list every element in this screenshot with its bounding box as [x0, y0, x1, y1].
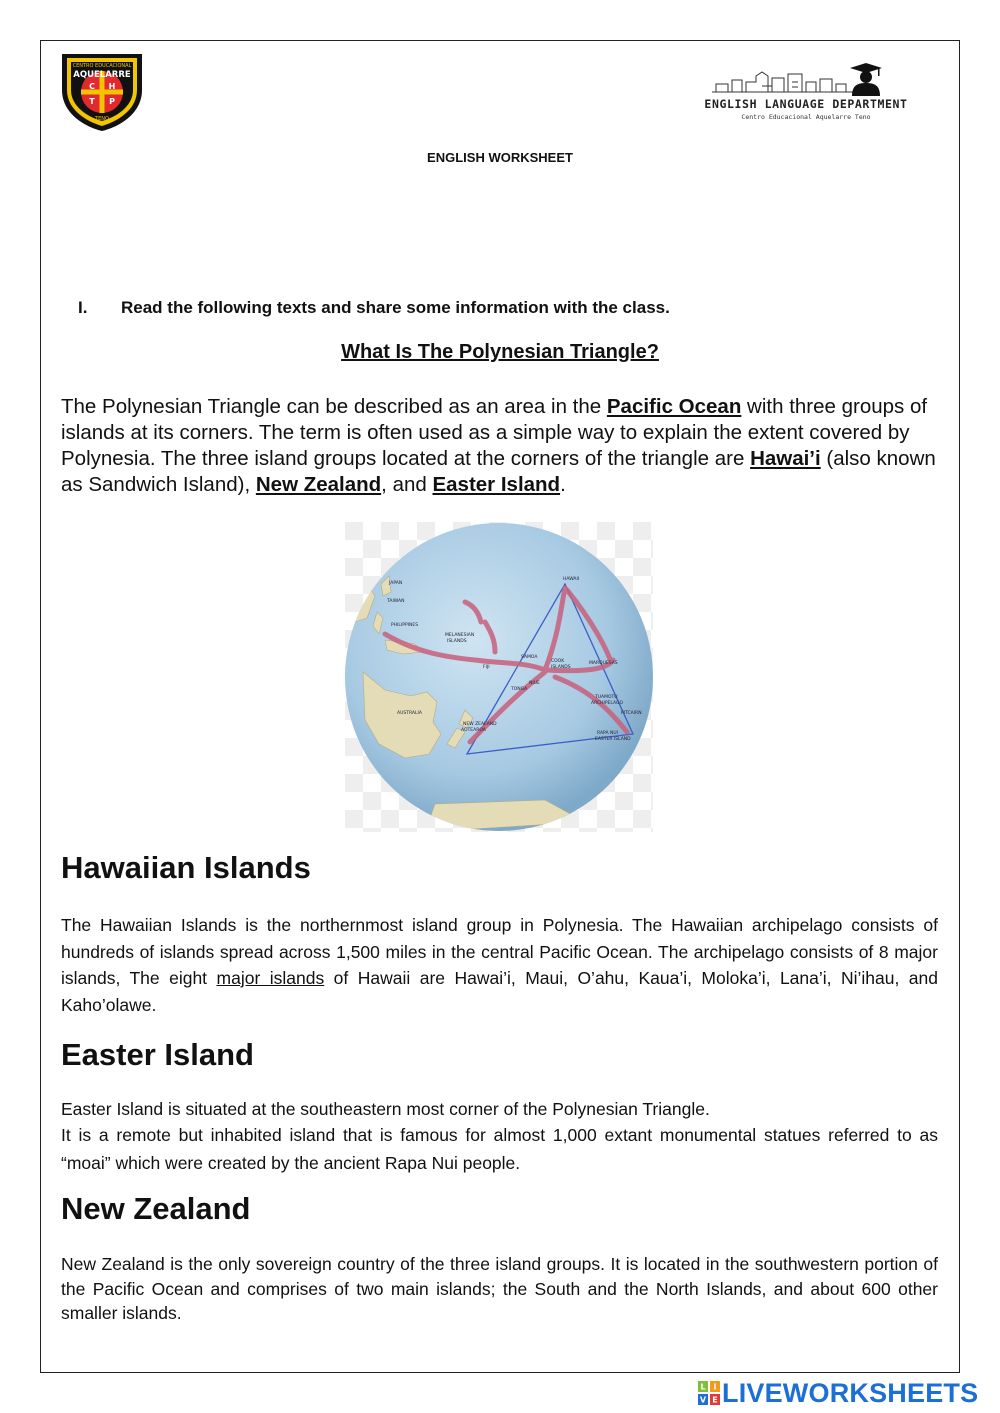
map-label-samoa: SAMOA [521, 655, 538, 660]
keyword-hawaii: Hawai’i [750, 447, 821, 470]
liveworksheets-text: LIVEWORKSHEETS [722, 1378, 979, 1408]
intro-text-5: . [560, 473, 566, 496]
logo-block-e: E [712, 1395, 718, 1405]
map-label-easter: EASTER ISLAND [595, 737, 631, 742]
school-logo [56, 50, 148, 132]
paragraph-new-zealand: New Zealand is the only sovereign country of the three island groups. It is located in the southwestern portion of the Pacific Ocean and comprises of two main islands; the South and the North Islands, and about 600 other smaller islands. [61, 1254, 938, 1323]
map-label-cook-islands: ISLANDS [551, 665, 571, 670]
map-label-archipelago: ARCHIPELAGO [591, 701, 624, 706]
map-label-hawaii: HAWAII [563, 577, 580, 582]
department-logo [680, 62, 932, 124]
map-label-islands: ISLANDS [447, 639, 467, 644]
map-label-pitcairn: PITCAIRN [621, 711, 642, 716]
instruction-number: I. [78, 298, 88, 317]
keyword-pacific-ocean: Pacific Ocean [606, 395, 742, 418]
school-logo-letter-t: T [89, 97, 95, 106]
keyword-new-zealand: New Zealand [255, 473, 382, 496]
map-label-melanesian: MELANESIAN [445, 633, 475, 638]
map-label-fiji: FIJI [483, 665, 490, 670]
logo-block-i: I [713, 1382, 717, 1392]
map-label-tuamotu: TUAMOTU [595, 695, 618, 700]
intro-text-4: , and [381, 473, 433, 496]
map-label-australia: AUSTRALIA [397, 711, 422, 716]
map-label-rapa-nui: RAPA NUI [597, 731, 618, 736]
heading-new-zealand: New Zealand [61, 1191, 251, 1226]
intro-text-2: with three groups of islands at its corners. The term is often used as a simple way to explain the extent covered by Polynesia. The three island groups located at the corners of the triangle are [61, 395, 928, 470]
section-title: What Is The Polynesian Triangle? [341, 341, 659, 363]
logo-block-l: L [700, 1382, 706, 1392]
hawaii-text-1: The Hawaiian Islands is the northernmost island group in Polynesia. The Hawaiian archipelago consists of hundreds of islands spread across 1,500 miles in the central Pacific Ocean. The archipelago consists of 8 major islands, The eight [61, 915, 938, 988]
intro-text-1: The Polynesian Triangle can be described as an area in the [61, 395, 607, 418]
map-label-taiwan: TAIWAN [387, 599, 405, 604]
intro-paragraph [61, 394, 941, 498]
school-logo-letter-c: C [89, 82, 95, 91]
department-title: ENGLISH LANGUAGE DEPARTMENT [704, 97, 908, 111]
school-logo-bottom-text: TENO [95, 116, 109, 122]
school-logo-top-text: CENTRO EDUCACIONAL [72, 63, 132, 69]
polynesian-triangle-map [345, 522, 653, 832]
paragraph-hawaiian-islands [61, 912, 938, 1018]
map-label-cook: COOK [551, 659, 565, 664]
major-islands-link[interactable]: major islands [216, 968, 325, 988]
map-label-niue: NIUE [529, 681, 540, 686]
paragraph-easter-island-2: It is a remote but inhabited island that is famous for almost 1,000 extant monumental statues referred to as “moai” which were created by the ancient Rapa Nui people. [61, 1125, 938, 1173]
liveworksheets-logo-icon [698, 1381, 720, 1405]
school-logo-letter-h: H [108, 82, 116, 91]
heading-easter-island: Easter Island [61, 1037, 254, 1072]
instruction-text: Read the following texts and share some information with the class. [121, 298, 670, 317]
map-label-tonga: TONGA [511, 687, 528, 692]
map-label-new-zealand: NEW ZEALAND [463, 722, 497, 727]
instruction [78, 298, 670, 318]
keyword-easter-island: Easter Island [432, 473, 561, 496]
school-logo-name: AQUELARRE [73, 70, 131, 80]
hawaii-text-2: of Hawaii are Hawai’i, Maui, O’ahu, Kaua’i, Moloka’i, Lana’i, Ni’ihau, and Kaho’olawe. [61, 968, 938, 1015]
worksheet-title: ENGLISH WORKSHEET [427, 150, 573, 165]
department-subtitle: Centro Educacional Aquelarre Teno [741, 113, 871, 121]
paragraph-easter-island-1: Easter Island is situated at the southeastern most corner of the Polynesian Triangle. [61, 1099, 710, 1119]
map-label-japan: JAPAN [389, 581, 403, 586]
intro-text-3: (also known as Sandwich Island), [61, 447, 936, 496]
map-label-aotearoa: AOTEAROA [461, 728, 486, 733]
logo-block-v: V [699, 1395, 707, 1405]
heading-hawaiian-islands: Hawaiian Islands [61, 850, 311, 885]
school-logo-letter-p: P [109, 97, 115, 106]
skyline-graduate-icon [712, 62, 912, 98]
map-label-marquesas: MARQUESAS [589, 661, 618, 666]
map-label-philippines: PHILIPPINES [391, 623, 419, 628]
